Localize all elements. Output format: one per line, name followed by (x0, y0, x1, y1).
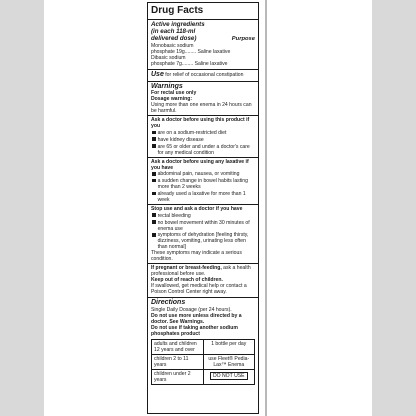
ingredient-2-purpose: phosphate 7g........ Saline laxative (151, 60, 228, 67)
ingredient-2-name: Dibasic sodium (151, 54, 186, 61)
active-ingredients-heading: Active ingredients (151, 21, 205, 28)
dosage-warning-label: Dosage warning: (151, 96, 193, 103)
list-item: no bowel movement within 30 minutes of enema use (151, 220, 255, 232)
ask-doctor-laxative-subsection (148, 157, 258, 203)
list-item: are on a sodium-restricted diet (151, 130, 255, 136)
dosage-table (151, 339, 255, 385)
keep-out-of-reach: Keep out of reach of children. (151, 277, 223, 284)
laxative-heading: Ask a doctor before using any laxative if you have (151, 158, 249, 171)
list-item: a sudden change in bowel habits lasting more than 2 weeks (151, 178, 255, 190)
checkbox-bullet-icon (152, 131, 156, 135)
checkbox-bullet-icon (152, 137, 156, 141)
warnings-heading: Warnings (151, 82, 183, 90)
ask-doctor-subsection (148, 115, 258, 155)
title-section (148, 3, 258, 20)
checkbox-bullet-icon (152, 192, 156, 196)
list-item: are 65 or older and under a doctor's care for any medical condition (151, 144, 255, 156)
left-background-band (0, 0, 44, 416)
active-ingredients-heading-line3: delivered dose) (151, 35, 197, 43)
drug-facts-panel (147, 2, 259, 414)
active-ingredients-heading-row (151, 35, 255, 42)
stop-use-heading: Stop use and ask a doctor if you have (151, 206, 243, 213)
dosage-warning-text: Using more than one enema in 24 hours can be harmful. (151, 102, 252, 115)
carton-edge (265, 0, 267, 416)
use-text: for relief of occasional constipation (163, 71, 244, 78)
directions-heading: Directions (151, 299, 186, 307)
pregnant-label: If pregnant or breast-feeding, (151, 265, 222, 272)
list-item: rectal bleeding (151, 213, 255, 219)
checkbox-bullet-icon (152, 213, 156, 217)
checkbox-bullet-icon (152, 220, 156, 224)
use-section (148, 70, 258, 82)
use-label: Use (151, 70, 164, 78)
table-row: children 2 to 11 years use Fleet® Pedia-Lax™ Enema (152, 355, 254, 370)
directions-warning-1: Do not use more unless directed by a doctor. See Warnings. (151, 313, 242, 326)
warnings-section (148, 82, 258, 299)
table-row: children under 2 years DO NOT USE (152, 370, 254, 384)
directions-warning-2: Do not use if taking another sodium phosphates product (151, 325, 238, 338)
directions-section (148, 298, 258, 387)
stop-use-note: These symptoms may indicate a serious condition. (151, 250, 242, 263)
stop-use-subsection (148, 204, 258, 262)
checkbox-bullet-icon (152, 144, 156, 148)
ingredient-1-name: Monobasic sodium (151, 42, 194, 49)
right-background-band (372, 0, 416, 416)
checkbox-bullet-icon (152, 179, 156, 183)
checkbox-bullet-icon (152, 172, 156, 176)
purpose-label: Purpose (231, 35, 255, 42)
directions-dosage: Single Daily Dosage (per 24 hours). (151, 307, 232, 314)
pregnant-text: ask a health professional before use. (151, 265, 251, 278)
do-not-use-badge: DO NOT USE (210, 372, 248, 380)
list-item: symptoms of dehydration [feeling thirsty, dizziness, vomiting, urinating less often than normal] (151, 232, 255, 250)
ingredient-1-purpose: phosphate 19g........ Saline laxative (151, 48, 231, 55)
active-ingredients-heading-line2: (in each 118-ml (151, 28, 196, 36)
checkbox-bullet-icon (152, 233, 156, 237)
table-row: adults and children 12 years and over 1 bottle per day (152, 340, 254, 355)
list-item: abdominal pain, nausea, or vomiting (151, 171, 255, 177)
active-ingredients-section (148, 20, 258, 70)
rectal-use-warning: For rectal use only (151, 90, 197, 97)
page-title: Drug Facts (151, 5, 204, 16)
list-item: already used a laxative for more than 1 week (151, 191, 255, 203)
ask-doctor-heading: Ask a doctor before using this product if you (151, 117, 250, 130)
list-item: have kidney disease (151, 137, 255, 143)
pregnancy-subsection (148, 263, 258, 295)
swallowed-text: If swallowed, get medical help or contact a Poison Control Center right away. (151, 283, 247, 296)
